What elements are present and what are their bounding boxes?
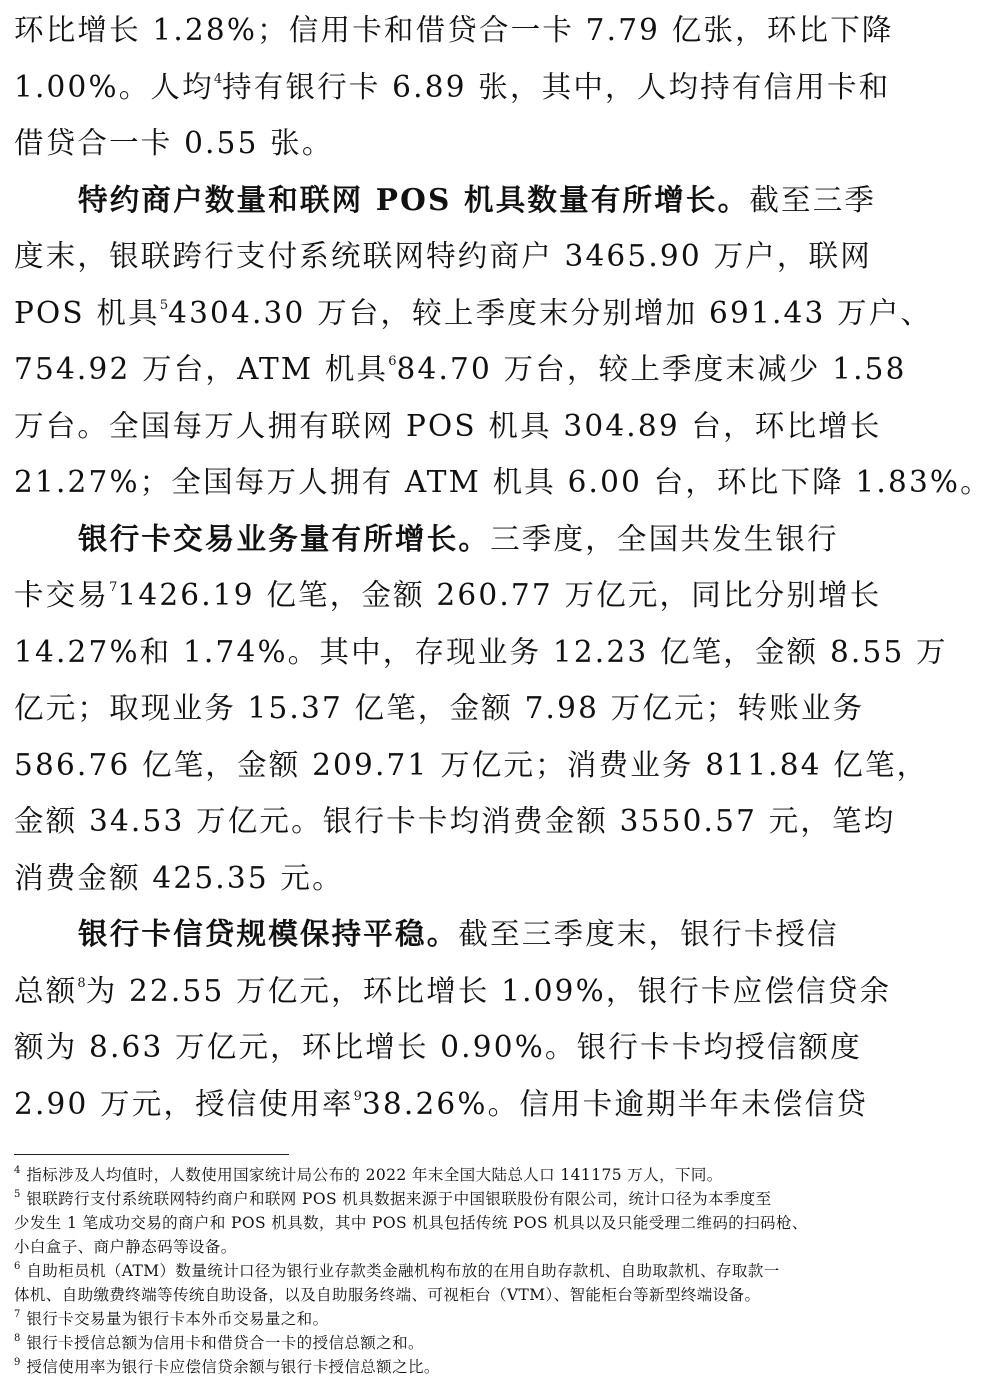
footnotes (14, 1163, 844, 1379)
footnote-4 (14, 1163, 844, 1187)
paragraph-start (14, 511, 844, 568)
footnote-6-cont (14, 1283, 844, 1307)
footnote-number: 5 (14, 1189, 21, 1200)
text-line (14, 737, 929, 794)
text-line (14, 2, 894, 59)
text-segment: 586.76 亿笔，金额 209.71 万亿元；消费业务 811.84 亿笔， (14, 747, 929, 782)
footnote-ref-5[interactable]: 5 (159, 297, 169, 313)
body-text (14, 2, 992, 1132)
footnote-text: 指标涉及人均值时，人数使用国家统计局公布的 2022 年末全国大陆总人口 141175 万人，下同。 (26, 1166, 723, 1184)
text-segment: 截至三季度末，银行卡授信 (458, 917, 839, 951)
paragraph-heading-card-transactions: 银行卡交易业务量有所增长。 (78, 520, 491, 556)
footnote-ref-6[interactable]: 6 (388, 354, 397, 369)
text-line (14, 285, 933, 342)
footnote-separator (14, 1154, 289, 1155)
text-segment: 亿元；取现业务 15.37 亿笔，金额 7.98 万亿元；转账业务 (14, 691, 865, 725)
text-segment: POS 机具 (14, 295, 160, 330)
footnote-ref-4[interactable]: 4 (213, 71, 223, 87)
footnote-text: 体机、自助缴费终端等传统自助设备，以及自助服务终端、可视柜台（VTM）、智能柜台等新型终端设备。 (14, 1286, 761, 1304)
text-line (14, 1076, 869, 1133)
footnote-7 (14, 1307, 844, 1331)
text-segment: 额为 8.63 万亿元，环比增长 0.90%。银行卡卡均授信额度 (14, 1030, 862, 1064)
footnote-text: 自助柜员机（ATM）数量统计口径为银行业存款类金融机构布放的在用自助存款机、自助取款机、存取款一 (26, 1262, 780, 1280)
text-segment: 38.26%。信用卡逾期半年未偿信贷 (361, 1086, 869, 1121)
text-segment: 总额 (14, 973, 78, 1008)
text-segment: 为 22.55 万亿元，环比增长 1.09%，银行卡应偿信贷余 (85, 973, 892, 1008)
footnote-number: 8 (14, 1333, 21, 1344)
footnote-ref-7[interactable]: 7 (109, 580, 118, 595)
text-segment: 21.27%；全国每万人拥有 ATM 机具 6.00 台，环比下降 1.83%。 (14, 465, 992, 499)
text-segment: 度末，银联跨行支付系统联网特约商户 3465.90 万户，联网 (14, 239, 872, 273)
text-segment: 金额 34.53 万亿元。银行卡卡均消费金额 3550.57 元，笔均 (14, 804, 896, 838)
text-line (14, 115, 844, 172)
text-segment: 环比增长 1.28%；信用卡和借贷合一卡 7.79 亿张，环比下降 (14, 13, 894, 47)
text-line (14, 398, 882, 455)
text-segment: 1.00%。人均 (14, 69, 214, 104)
text-line (14, 1019, 862, 1076)
footnote-9 (14, 1355, 844, 1379)
text-line (14, 228, 872, 285)
text-line (14, 850, 844, 907)
text-segment: 4304.30 万台，较上季度末分别增加 691.43 万户、 (168, 295, 933, 330)
footnote-text: 小白盒子、商户静态码等设备。 (14, 1238, 237, 1256)
footnote-8 (14, 1331, 844, 1355)
footnote-text: 银行卡授信总额为信用卡和借贷合一卡的授信总额之和。 (26, 1334, 424, 1352)
text-line (14, 680, 865, 737)
text-line (14, 59, 891, 116)
footnote-ref-9[interactable]: 9 (353, 1088, 362, 1104)
text-line (14, 793, 896, 850)
text-segment: 84.70 万台，较上季度末减少 1.58 (396, 352, 907, 386)
text-line (14, 963, 892, 1020)
footnote-text: 少发生 1 笔成功交易的商户和 POS 机具数，其中 POS 机具包括传统 POS 机具以及只能受理二维码的扫码枪、 (14, 1214, 808, 1232)
footnote-6 (14, 1259, 844, 1283)
footnote-number: 7 (14, 1309, 21, 1320)
footnote-text: 授信使用率为银行卡应偿信贷余额与银行卡授信总额之比。 (26, 1358, 440, 1376)
text-segment: 借贷合一卡 0.55 张。 (14, 126, 334, 160)
footnote-text: 银联跨行支付系统联网特约商户和联网 POS 机具数据来源于中国银联股份有限公司，统计口径为本季度至 (26, 1190, 772, 1208)
text-line (14, 341, 907, 398)
text-segment: 三季度，全国共发生银行 (490, 521, 839, 556)
text-line (14, 624, 948, 681)
text-segment: 14.27%和 1.74%。其中，存现业务 12.23 亿笔，金额 8.55 万 (14, 634, 948, 669)
footnote-number: 4 (14, 1165, 21, 1176)
text-segment: 1426.19 亿笔，金额 260.77 万亿元，同比分别增长 (117, 578, 882, 612)
footnote-text: 银行卡交易量为银行卡本外币交易量之和。 (26, 1310, 329, 1328)
text-segment: 卡交易 (14, 578, 110, 612)
paragraph-heading-merchants-pos: 特约商户数量和联网 POS 机具数量有所增长。 (78, 181, 750, 217)
text-line (14, 454, 992, 511)
footnote-5-cont (14, 1211, 844, 1235)
footnote-number: 6 (14, 1261, 21, 1272)
text-segment: 截至三季 (749, 182, 877, 217)
paragraph-start (14, 172, 877, 229)
text-segment: 万台。全国每万人拥有联网 POS 机具 304.89 台，环比增长 (14, 408, 882, 443)
footnote-ref-8[interactable]: 8 (77, 975, 86, 991)
text-line (14, 567, 882, 624)
text-segment: 2.90 万元，授信使用率 (14, 1086, 354, 1121)
text-segment: 持有银行卡 6.89 张，其中，人均持有信用卡和 (222, 69, 891, 104)
footnote-5 (14, 1187, 844, 1211)
text-segment: 消费金额 425.35 元。 (14, 860, 344, 895)
footnote-5-cont (14, 1235, 844, 1259)
footnote-number: 9 (14, 1357, 21, 1368)
paragraph-heading-card-credit: 银行卡信贷规模保持平稳。 (78, 916, 459, 951)
paragraph-start (14, 906, 844, 963)
text-segment: 754.92 万台，ATM 机具 (14, 352, 389, 386)
